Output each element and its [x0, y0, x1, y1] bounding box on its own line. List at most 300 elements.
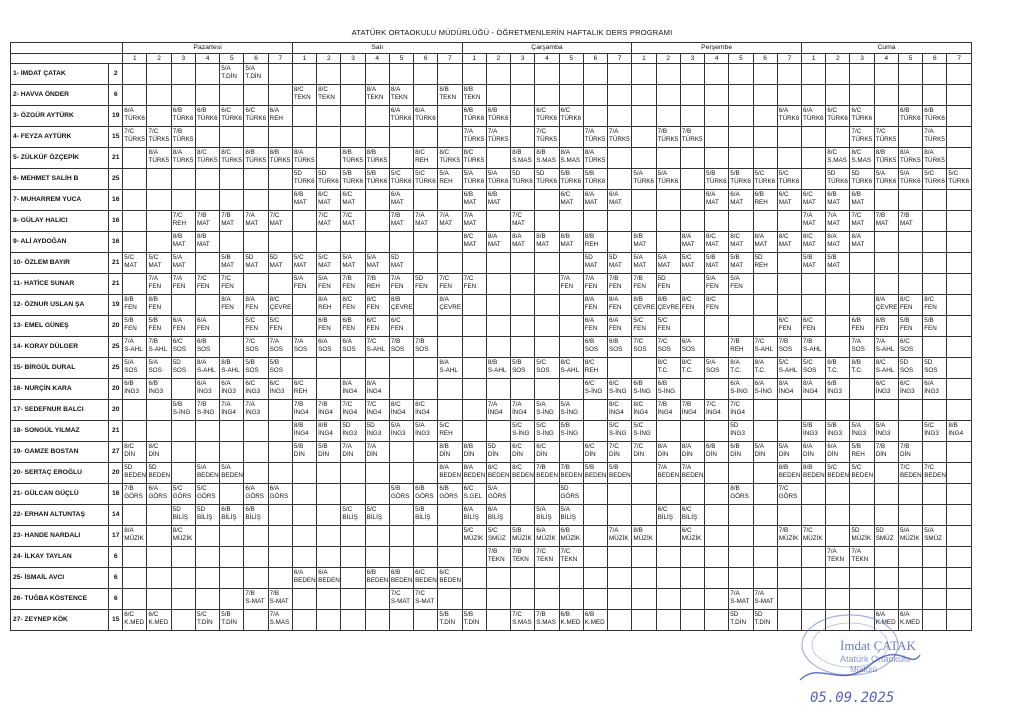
schedule-cell: [583, 589, 607, 610]
cell-subject: MAT: [633, 240, 647, 248]
period-header: 5: [220, 54, 244, 64]
cell-class: 5/A: [657, 170, 668, 177]
schedule-cell: [147, 85, 171, 106]
cell-class: 8/C: [706, 233, 716, 240]
cell-subject: T.DİN: [730, 618, 747, 626]
cell-class: 6/C: [681, 506, 692, 513]
cell-subject: REH: [318, 303, 332, 311]
cell-class: 8/B: [439, 443, 449, 450]
schedule-cell: [244, 295, 268, 316]
schedule-cell: [656, 64, 680, 85]
cell-subject: TÜRK6: [875, 177, 897, 185]
cell-class: 6/C: [899, 338, 910, 345]
cell-subject: T.DİN: [439, 618, 456, 626]
cell-subject: TEKN: [439, 93, 457, 101]
cell-subject: K.MED: [875, 618, 896, 626]
cell-subject: FEN: [778, 324, 792, 332]
schedule-cell: [389, 589, 413, 610]
schedule-cell: [147, 127, 171, 148]
schedule-cell: [365, 148, 389, 169]
cell-class: 8/B: [560, 233, 570, 240]
cell-class: 7/A: [245, 401, 255, 408]
schedule-cell: [171, 64, 195, 85]
cell-class: 8/C: [196, 149, 207, 156]
cell-class: 7/C: [342, 401, 353, 408]
schedule-cell: [438, 547, 462, 568]
schedule-cell: [680, 106, 704, 127]
schedule-cell: [123, 316, 147, 337]
cell-subject: S-MAT: [245, 597, 265, 605]
cell-subject: BEDEN: [293, 576, 316, 584]
cell-subject: TÜRK5: [609, 135, 630, 143]
cell-subject: FEN: [609, 282, 622, 290]
schedule-cell: [535, 358, 559, 379]
cell-class: 8/A: [318, 296, 328, 303]
schedule-cell: [147, 64, 171, 85]
cell-class: 5D: [657, 275, 666, 282]
cell-class: 7/B: [778, 338, 789, 345]
schedule-cell: [632, 64, 656, 85]
schedule-cell: [850, 442, 874, 463]
schedule-cell: [268, 484, 292, 505]
cell-class: 7/A: [657, 464, 668, 471]
schedule-cell: [705, 337, 729, 358]
cell-subject: MAT: [681, 240, 695, 248]
cell-class: 5/A: [730, 275, 740, 282]
cell-class: 6/A: [463, 506, 474, 513]
schedule-cell: [898, 316, 922, 337]
schedule-cell: [705, 274, 729, 295]
schedule-cell: [923, 106, 947, 127]
cell-subject: İNG3: [827, 429, 842, 437]
cell-subject: SOS: [899, 345, 914, 353]
schedule-cell: [874, 127, 898, 148]
schedule-cell: [317, 463, 341, 484]
teacher-name: 3- ÖZGÜR AYTÜRK: [11, 106, 109, 127]
schedule-cell: [850, 526, 874, 547]
schedule-cell: [583, 505, 607, 526]
cell-subject: SOS: [318, 345, 332, 353]
cell-class: 5/C: [536, 422, 547, 429]
cell-subject: GÖRS: [269, 492, 289, 500]
cell-class: 8/C: [803, 233, 813, 240]
cell-class: 7/B: [293, 401, 304, 408]
period-header: 1: [802, 54, 826, 64]
schedule-cell: [680, 232, 704, 253]
cell-class: 6/C: [560, 191, 571, 198]
cell-class: 6/C: [124, 611, 135, 618]
cell-class: 8/C: [415, 401, 425, 408]
schedule-cell: [947, 610, 972, 631]
cell-subject: TÜRK6: [172, 114, 194, 122]
cell-subject: BEDEN: [560, 471, 583, 479]
schedule-cell: [317, 610, 341, 631]
cell-class: 8/C: [706, 296, 716, 303]
schedule-cell: [583, 568, 607, 589]
cell-class: 6/A: [730, 191, 740, 198]
cell-subject: TÜRK6: [851, 114, 873, 122]
cell-subject: TÜRK6: [633, 177, 654, 185]
cell-class: 6/C: [439, 569, 450, 576]
cell-class: 6/B: [657, 380, 668, 387]
schedule-cell: [123, 295, 147, 316]
cell-class: 5/C: [196, 611, 207, 618]
teacher-hours: 6: [109, 568, 123, 589]
schedule-cell: [535, 295, 559, 316]
schedule-cell: [826, 379, 850, 400]
schedule-cell: [874, 106, 898, 127]
schedule-cell: [583, 484, 607, 505]
cell-class: 5/B: [803, 422, 813, 429]
cell-subject: DİN: [342, 450, 354, 458]
cell-subject: S-İNG: [584, 387, 603, 395]
cell-subject: SOS: [803, 366, 817, 374]
cell-subject: TEKN: [366, 93, 384, 101]
teacher-row: [11, 211, 972, 232]
schedule-cell: [608, 505, 632, 526]
schedule-cell: [729, 64, 753, 85]
cell-subject: TÜRK5: [269, 156, 291, 164]
schedule-cell: [511, 400, 535, 421]
teacher-hours: 2: [109, 64, 123, 85]
schedule-cell: [947, 358, 972, 379]
schedule-cell: [244, 547, 268, 568]
cell-subject: MAT: [827, 240, 841, 248]
cell-subject: REH: [366, 282, 380, 290]
schedule-cell: [511, 148, 535, 169]
schedule-cell: [486, 526, 510, 547]
schedule-cell: [583, 526, 607, 547]
schedule-cell: [147, 148, 171, 169]
schedule-cell: [656, 400, 680, 421]
cell-subject: MAT: [512, 240, 525, 248]
cell-class: 6/A: [390, 191, 401, 198]
schedule-cell: [583, 64, 607, 85]
cell-class: 5D: [390, 254, 399, 261]
teacher-name: 25- İSMAİL AVCI: [11, 568, 109, 589]
schedule-cell: [268, 421, 292, 442]
cell-subject: FEN: [342, 303, 355, 311]
period-header: 7: [777, 54, 801, 64]
cell-class: 8/B: [148, 296, 158, 303]
cell-class: 6/B: [924, 107, 934, 114]
cell-class: 8/A: [390, 86, 401, 93]
cell-subject: FEN: [609, 324, 622, 332]
schedule-cell: [462, 85, 486, 106]
cell-subject: MAT: [803, 219, 816, 227]
cell-class: 8/B: [439, 86, 449, 93]
schedule-cell: [486, 253, 510, 274]
schedule-cell: [147, 106, 171, 127]
schedule-cell: [802, 589, 826, 610]
schedule-cell: [268, 316, 292, 337]
cell-class: 6/A: [924, 380, 934, 387]
cell-class: 6/B: [366, 569, 377, 576]
teacher-name: 19- GAMZE BOSTAN: [11, 442, 109, 463]
schedule-cell: [898, 589, 922, 610]
schedule-cell: [486, 337, 510, 358]
cell-class: 5/C: [924, 422, 934, 429]
schedule-cell: [414, 64, 438, 85]
teacher-row: [11, 148, 972, 169]
cell-class: 7/A: [584, 275, 595, 282]
cell-subject: FEN: [584, 303, 598, 311]
cell-class: 8/A: [439, 296, 449, 303]
cell-subject: FEN: [366, 324, 380, 332]
schedule-cell: [195, 484, 219, 505]
schedule-cell: [220, 337, 244, 358]
teacher-row: [11, 442, 972, 463]
cell-subject: BİLİŞ: [366, 513, 383, 521]
cell-class: 8/A: [196, 359, 207, 366]
schedule-cell: [898, 400, 922, 421]
schedule-cell: [462, 169, 486, 190]
schedule-cell: [268, 190, 292, 211]
cell-subject: MAT: [803, 240, 816, 248]
cell-subject: TÜRK5: [463, 135, 485, 143]
schedule-cell: [414, 547, 438, 568]
schedule-cell: [777, 316, 801, 337]
cell-subject: S.MAS: [512, 156, 532, 164]
schedule-cell: [462, 274, 486, 295]
cell-subject: TÜRK5: [875, 156, 897, 164]
cell-subject: DİN: [584, 450, 596, 458]
schedule-cell: [220, 295, 244, 316]
schedule-cell: [414, 463, 438, 484]
cell-subject: İNG4: [390, 408, 406, 416]
cell-class: 5/B: [706, 170, 716, 177]
schedule-cell: [292, 253, 316, 274]
schedule-cell: [511, 589, 535, 610]
schedule-cell: [511, 169, 535, 190]
schedule-cell: [656, 127, 680, 148]
schedule-cell: [632, 463, 656, 484]
schedule-cell: [341, 379, 365, 400]
cell-subject: S.MAS: [536, 618, 556, 626]
cell-class: 6/C: [148, 611, 159, 618]
schedule-cell: [850, 358, 874, 379]
cell-subject: TÜRK6: [342, 177, 364, 185]
schedule-cell: [535, 484, 559, 505]
cell-class: 7/B: [657, 128, 668, 135]
cell-subject: FEN: [245, 303, 259, 311]
cell-subject: K.MED: [124, 618, 145, 626]
cell-subject: S-İNG: [633, 387, 651, 395]
cell-subject: SOS: [269, 366, 283, 374]
cell-class: 6/A: [172, 317, 183, 324]
cell-subject: S-İNG: [536, 408, 554, 416]
cell-class: 5/A: [172, 254, 183, 261]
schedule-cell: [438, 274, 462, 295]
schedule-cell: [341, 232, 365, 253]
schedule-cell: [705, 211, 729, 232]
cell-subject: S.MAS: [827, 156, 847, 164]
schedule-cell: [632, 526, 656, 547]
schedule-cell: [292, 463, 316, 484]
cell-class: 7/A: [924, 128, 934, 135]
cell-subject: FEN: [706, 282, 719, 290]
schedule-cell: [535, 148, 559, 169]
schedule-cell: [729, 400, 753, 421]
schedule-cell: [898, 232, 922, 253]
cell-class: 5/B: [560, 422, 570, 429]
schedule-cell: [850, 379, 874, 400]
teacher-row: [11, 400, 972, 421]
schedule-cell: [171, 211, 195, 232]
cell-class: 7/C: [706, 401, 716, 408]
schedule-cell: [923, 589, 947, 610]
teacher-name: 15- BİRGÜL DURAL: [11, 358, 109, 379]
schedule-cell: [632, 274, 656, 295]
schedule-cell: [511, 463, 535, 484]
schedule-cell: [123, 505, 147, 526]
cell-subject: BEDEN: [778, 471, 801, 479]
cell-subject: T.C.: [851, 366, 863, 374]
schedule-cell: [705, 64, 729, 85]
schedule-cell: [898, 190, 922, 211]
cell-subject: İNG3: [245, 387, 261, 395]
cell-subject: MÜZİK: [803, 534, 823, 542]
cell-class: 8/A: [851, 233, 861, 240]
schedule-cell: [559, 127, 583, 148]
schedule-cell: [486, 358, 510, 379]
schedule-cell: [802, 169, 826, 190]
schedule-cell: [220, 274, 244, 295]
schedule-cell: [462, 547, 486, 568]
teacher-hours: 25: [109, 337, 123, 358]
cell-class: 7/A: [463, 128, 474, 135]
cell-class: 5/C: [754, 170, 765, 177]
period-header: 6: [753, 54, 777, 64]
cell-class: 6/A: [148, 485, 158, 492]
schedule-cell: [559, 274, 583, 295]
cell-subject: BEDEN: [439, 576, 462, 584]
cell-class: 8/A: [463, 464, 474, 471]
cell-class: 8/B: [245, 149, 255, 156]
schedule-cell: [680, 589, 704, 610]
schedule-cell: [365, 64, 389, 85]
cell-subject: İNG3: [148, 387, 164, 395]
cell-class: 7/B: [487, 548, 498, 555]
schedule-cell: [317, 379, 341, 400]
cell-subject: MAT: [584, 261, 598, 269]
schedule-cell: [583, 547, 607, 568]
schedule-cell: [268, 253, 292, 274]
schedule-cell: [559, 379, 583, 400]
schedule-cell: [898, 358, 922, 379]
cell-class: 6/B: [851, 317, 861, 324]
schedule-cell: [898, 547, 922, 568]
period-header: 1: [292, 54, 316, 64]
teacher-hours: 19: [109, 106, 123, 127]
cell-class: 6/A: [584, 191, 595, 198]
cell-class: 7/A: [827, 548, 837, 555]
schedule-cell: [171, 358, 195, 379]
cell-subject: MÜZİK: [681, 534, 702, 542]
schedule-cell: [462, 379, 486, 400]
cell-class: 8/B: [948, 422, 958, 429]
cell-class: 6/B: [584, 611, 595, 618]
schedule-cell: [898, 64, 922, 85]
schedule-cell: [777, 484, 801, 505]
schedule-cell: [171, 85, 195, 106]
teacher-name: 1- İMDAT ÇATAK: [11, 64, 109, 85]
cell-subject: ÇEVRE: [269, 303, 292, 311]
cell-subject: FEN: [269, 324, 283, 332]
period-header: 2: [317, 54, 341, 64]
cell-subject: S-AHL: [221, 366, 240, 374]
schedule-cell: [195, 85, 219, 106]
schedule-cell: [535, 610, 559, 631]
cell-class: 5/A: [415, 422, 425, 429]
cell-subject: DİN: [609, 450, 620, 458]
schedule-cell: [826, 148, 850, 169]
schedule-cell: [317, 127, 341, 148]
schedule-cell: [511, 106, 535, 127]
cell-subject: TÜRK6: [560, 114, 582, 122]
cell-subject: TÜRK6: [730, 177, 751, 185]
schedule-cell: [220, 190, 244, 211]
cell-class: 7/B: [899, 443, 910, 450]
cell-subject: TÜRK6: [245, 114, 267, 122]
cell-subject: FEN: [148, 324, 162, 332]
schedule-cell: [632, 610, 656, 631]
cell-class: 7/A: [512, 401, 522, 408]
schedule-cell: [777, 295, 801, 316]
schedule-cell: [389, 442, 413, 463]
cell-class: 7/B: [778, 527, 789, 534]
schedule-cell: [608, 169, 632, 190]
cell-class: 8/B: [778, 464, 789, 471]
cell-class: 5D: [124, 464, 133, 471]
cell-class: 5/B: [415, 506, 425, 513]
cell-class: 5/B: [172, 401, 183, 408]
schedule-cell: [123, 610, 147, 631]
schedule-cell: [292, 169, 316, 190]
cell-class: 5/B: [924, 317, 934, 324]
cell-subject: İNG4: [221, 408, 236, 416]
teacher-row: [11, 127, 972, 148]
schedule-cell: [608, 211, 632, 232]
teacher-name: 12- ÖZNUR USLAN ŞA: [11, 295, 109, 316]
cell-subject: FEN: [124, 324, 137, 332]
cell-class: 6/B: [148, 380, 158, 387]
schedule-cell: [268, 127, 292, 148]
schedule-cell: [656, 568, 680, 589]
schedule-cell: [705, 463, 729, 484]
cell-class: 8/A: [487, 233, 498, 240]
schedule-cell: [608, 64, 632, 85]
cell-class: 7/B: [899, 212, 910, 219]
schedule-cell: [244, 610, 268, 631]
schedule-cell: [850, 400, 874, 421]
cell-class: 5/C: [948, 170, 959, 177]
schedule-cell: [535, 253, 559, 274]
cell-class: 6/A: [706, 191, 716, 198]
schedule-cell: [559, 505, 583, 526]
teacher-name: 18- SONGÜL YILMAZ: [11, 421, 109, 442]
cell-class: 6/A: [293, 569, 304, 576]
schedule-cell: [559, 421, 583, 442]
schedule-cell: [123, 127, 147, 148]
schedule-cell: [826, 85, 850, 106]
cell-subject: TÜRK5: [875, 135, 897, 143]
cell-subject: MAT: [221, 261, 235, 269]
schedule-cell: [341, 85, 365, 106]
schedule-cell: [244, 148, 268, 169]
cell-subject: MAT: [463, 240, 477, 248]
cell-class: 8/B: [536, 233, 546, 240]
